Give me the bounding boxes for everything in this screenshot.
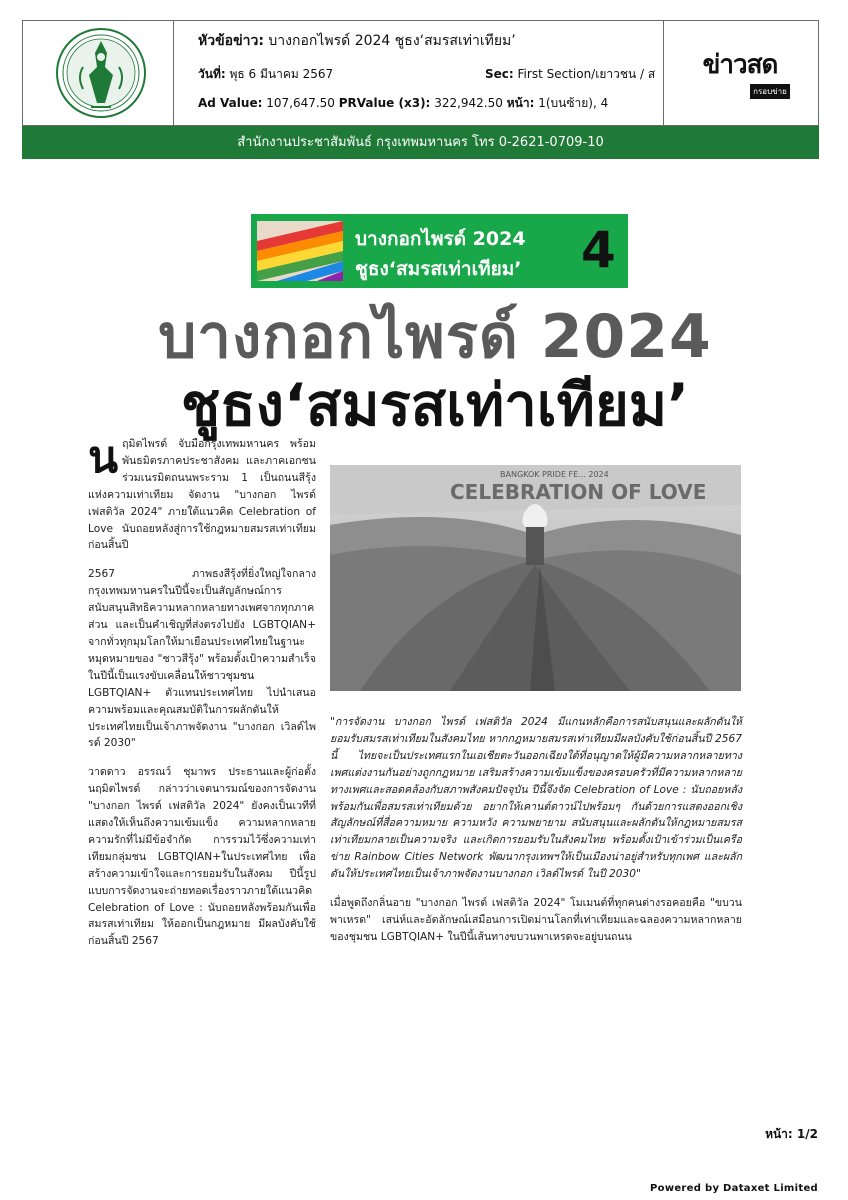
powered-by: Powered by Dataxet Limited [650, 1183, 818, 1194]
publication-logo [685, 51, 795, 99]
title-label: หัวข้อข่าว: [198, 33, 264, 49]
bangkok-seal-logo [55, 27, 147, 119]
page-indicator-label: หน้า: [765, 1127, 793, 1141]
banner-line-1: บางกอกไพรด์ 2024 [355, 228, 526, 250]
article-paragraph [88, 432, 316, 554]
header-divider-right [663, 21, 664, 125]
drop-cap: น [88, 432, 119, 483]
pride-flag-thumbnail [257, 221, 343, 281]
date-label: วันที่: [198, 67, 226, 81]
article-left-column [88, 432, 316, 962]
page-indicator-value: 1/2 [796, 1127, 818, 1141]
page-label: หน้า: [506, 96, 535, 110]
value-row [198, 95, 608, 111]
article-paragraph: 2567 ภาพธงสีรุ้งที่ยิ่งใหญ่ใจกลางกรุงเทพมหานครในปีนี้จะเป็นสัญลักษณ์การสนับสนุนสิทธิความหลากหลายทางเพศจากทุกภาคส่วน และเป็นคำเชิญที่ส่งตรงไปยัง LGBTQIAN+ จากทั่วทุกมุมโลกให้มาเยือนประเทศไทยในฐานะหมุดหมายของ "ชาวสีรุ้ง" พร้อมตั้งเป้าความสำเร็จในปีนี้เป็นแรงขับเคลื่อนให้ชาวชุมชน LGBTQIAN+ ตัวแทนประเทศไทย ไปนำเสนอความพร้อมและคุณสมบัติในการผลักดันให้ประเทศไทยเป็นเจ้าภาพจัดงาน "บางกอก เวิลด์ไพรด์ 2030" [88, 568, 316, 750]
headline-line-1: บางกอกไพรด์ 2024 [158, 302, 712, 372]
photo-sign-small: BANGKOK PRIDE FE... 2024 [500, 470, 609, 479]
pr-value: 322,942.50 [434, 96, 503, 110]
page-value: 1(บนซ้าย), 4 [538, 96, 609, 110]
date-row [198, 66, 333, 82]
pr-label: PRValue (x3): [338, 96, 431, 110]
sec-label: Sec: [485, 67, 514, 81]
article-paragraph: วาดดาว อรรณว์ ชุมาพร ประธานและผู้ก่อตั้งนฤมิตไพรด์ กล่าวว่าเจตนารมณ์ของการจัดงาน "บางกอก ไพรด์ เฟสติวัล 2024" ยังคงเป็นเวทีที่แสดงให้เห็นถึงความเข้มแข็ง ความหลากหลาย ความรักที่ไม่มีข้อจำกัด การรวมไว้ซึ่งความเท่าเทียมกลุ่มชน LGBTQIAN+ในประเทศไทย เพื่อสร้างความเข้าใจและการยอมรับในสังคม ปีนี้รูปแบบการจัดงานจะถ่ายทอดเรื่องราวภายใต้แนวคิด Celebration of Love : นับถอยหลังพร้อมกันเพื่อสมรสเท่าเทียม ให้ออกเป็นกฎหมาย มีผลบังคับใช้ก่อนสิ้นปี 2567 [88, 766, 316, 948]
photo-sign-text: CELEBRATION OF LOVE [450, 480, 707, 504]
publication-name: ข่าวสด [702, 50, 778, 80]
date-value: พุธ 6 มีนาคม 2567 [229, 67, 334, 81]
article-paragraph: เมื่อพูดถึงกลิ่นอาย "บางกอก ไพรด์ เฟสติวัล 2024" โมเมนต์ที่ทุกคนต่างรอคอยคือ "ขบวนพาเหรด" เสน่ห์และอัตลักษณ์เสมือนการเปิดม่านโลกที่เท่าเทียมและฉลองความหลากหลายของชุมชน LGBTQIAN+ ในปีนี้เส้นทางขบวนพาเหรดจะอยู่บนถนน [330, 897, 742, 943]
ad-label: Ad Value: [198, 96, 263, 110]
section-row [485, 66, 663, 82]
publication-edition: กรอบข่าย [750, 84, 790, 99]
page-indicator [765, 1125, 818, 1144]
sec-value: First Section/เยาวชน / ส [517, 67, 656, 81]
article-right-column [330, 714, 742, 958]
news-title-row [198, 33, 516, 49]
article-banner [251, 214, 628, 288]
clipping-header [22, 20, 819, 126]
headline-line-2: ชูธง‘สมรสเท่าเทียม’ [180, 371, 690, 439]
ad-value: 107,647.50 [266, 96, 335, 110]
article-quote: "การจัดงาน บางกอก ไพรด์ เฟสติวัล 2024 มีแกนหลักคือการสนับสนุนและผลักดันให้ยอมรับสมรสเท่าเทียมในสังคมไทย หากกฎหมายสมรสเท่าเทียมมีผลบังคับใช้ก่อนสิ้นปี 2567 นี้ ไทยจะเป็นประเทศแรกในเอเชียตะวันออกเฉียงใต้ที่อนุญาตให้ผู้มีความหลากหลายทางเพศแต่งงานกันอย่างถูกกฎหมาย เสริมสร้างความเข้มแข็งของครอบครัวที่มีความหลากหลายทางเพศและสอดคล้องกับสภาพสังคมปัจจุบัน ปีนี้จึงจัด Celebration of Love : นับถอยหลังพร้อมกันเพื่อสมรสเท่าเทียมด้วย อยากให้เคานต์ดาวน์ไปพร้อมๆ กันด้วยการแสดงออกเชิงสัญลักษณ์ที่สื่อความหมาย ความหวัง ความพยายาม สนับสนุนและผลักดันให้กฎหมายสมรสเท่าเทียมกลายเป็นความจริง และเกิดการยอมรับในสังคมไทย พร้อมตั้งเป้าเข้าร่วมเป็นเครือข่าย Rainbow Cities Network พัฒนากรุงเทพฯให้เป็นเมืองน่าอยู่สำหรับทุกเพศ และผลักดันให้ประเทศไทยเป็นเจ้าภาพจัดงานบางกอก เวิลด์ไพรด์ ในปี 2030" [330, 716, 742, 881]
event-photo [330, 465, 741, 691]
title-value: บางกอกไพรด์ 2024 ชูธง‘สมรสเท่าเทียม’ [268, 33, 516, 49]
header-divider-left [173, 21, 174, 125]
paragraph-text: ฤมิตไพรด์ จับมือกรุงเทพมหานคร พร้อมพันธมิตรภาคประชาสังคม และภาคเอกชน ร่วมเนรมิตถนนพระราม 1 เป็นถนนสีรุ้งแห่งความเท่าเทียม จัดงาน "บางกอก ไพรด์ เฟสติวัล 2024" ภายใต้แนวคิด Celebration of Love นับถอยหลังสู่การใช้กฎหมายสมรสเท่าเทียมก่อนสิ้นปี [88, 438, 316, 552]
banner-line-2: ชูธง‘สมรสเท่าเทียม’ [355, 258, 522, 280]
agency-bar: สำนักงานประชาสัมพันธ์ กรุงเทพมหานคร โทร 0-2621-0709-10 [22, 126, 819, 159]
banner-page-number: 4 [581, 221, 616, 279]
